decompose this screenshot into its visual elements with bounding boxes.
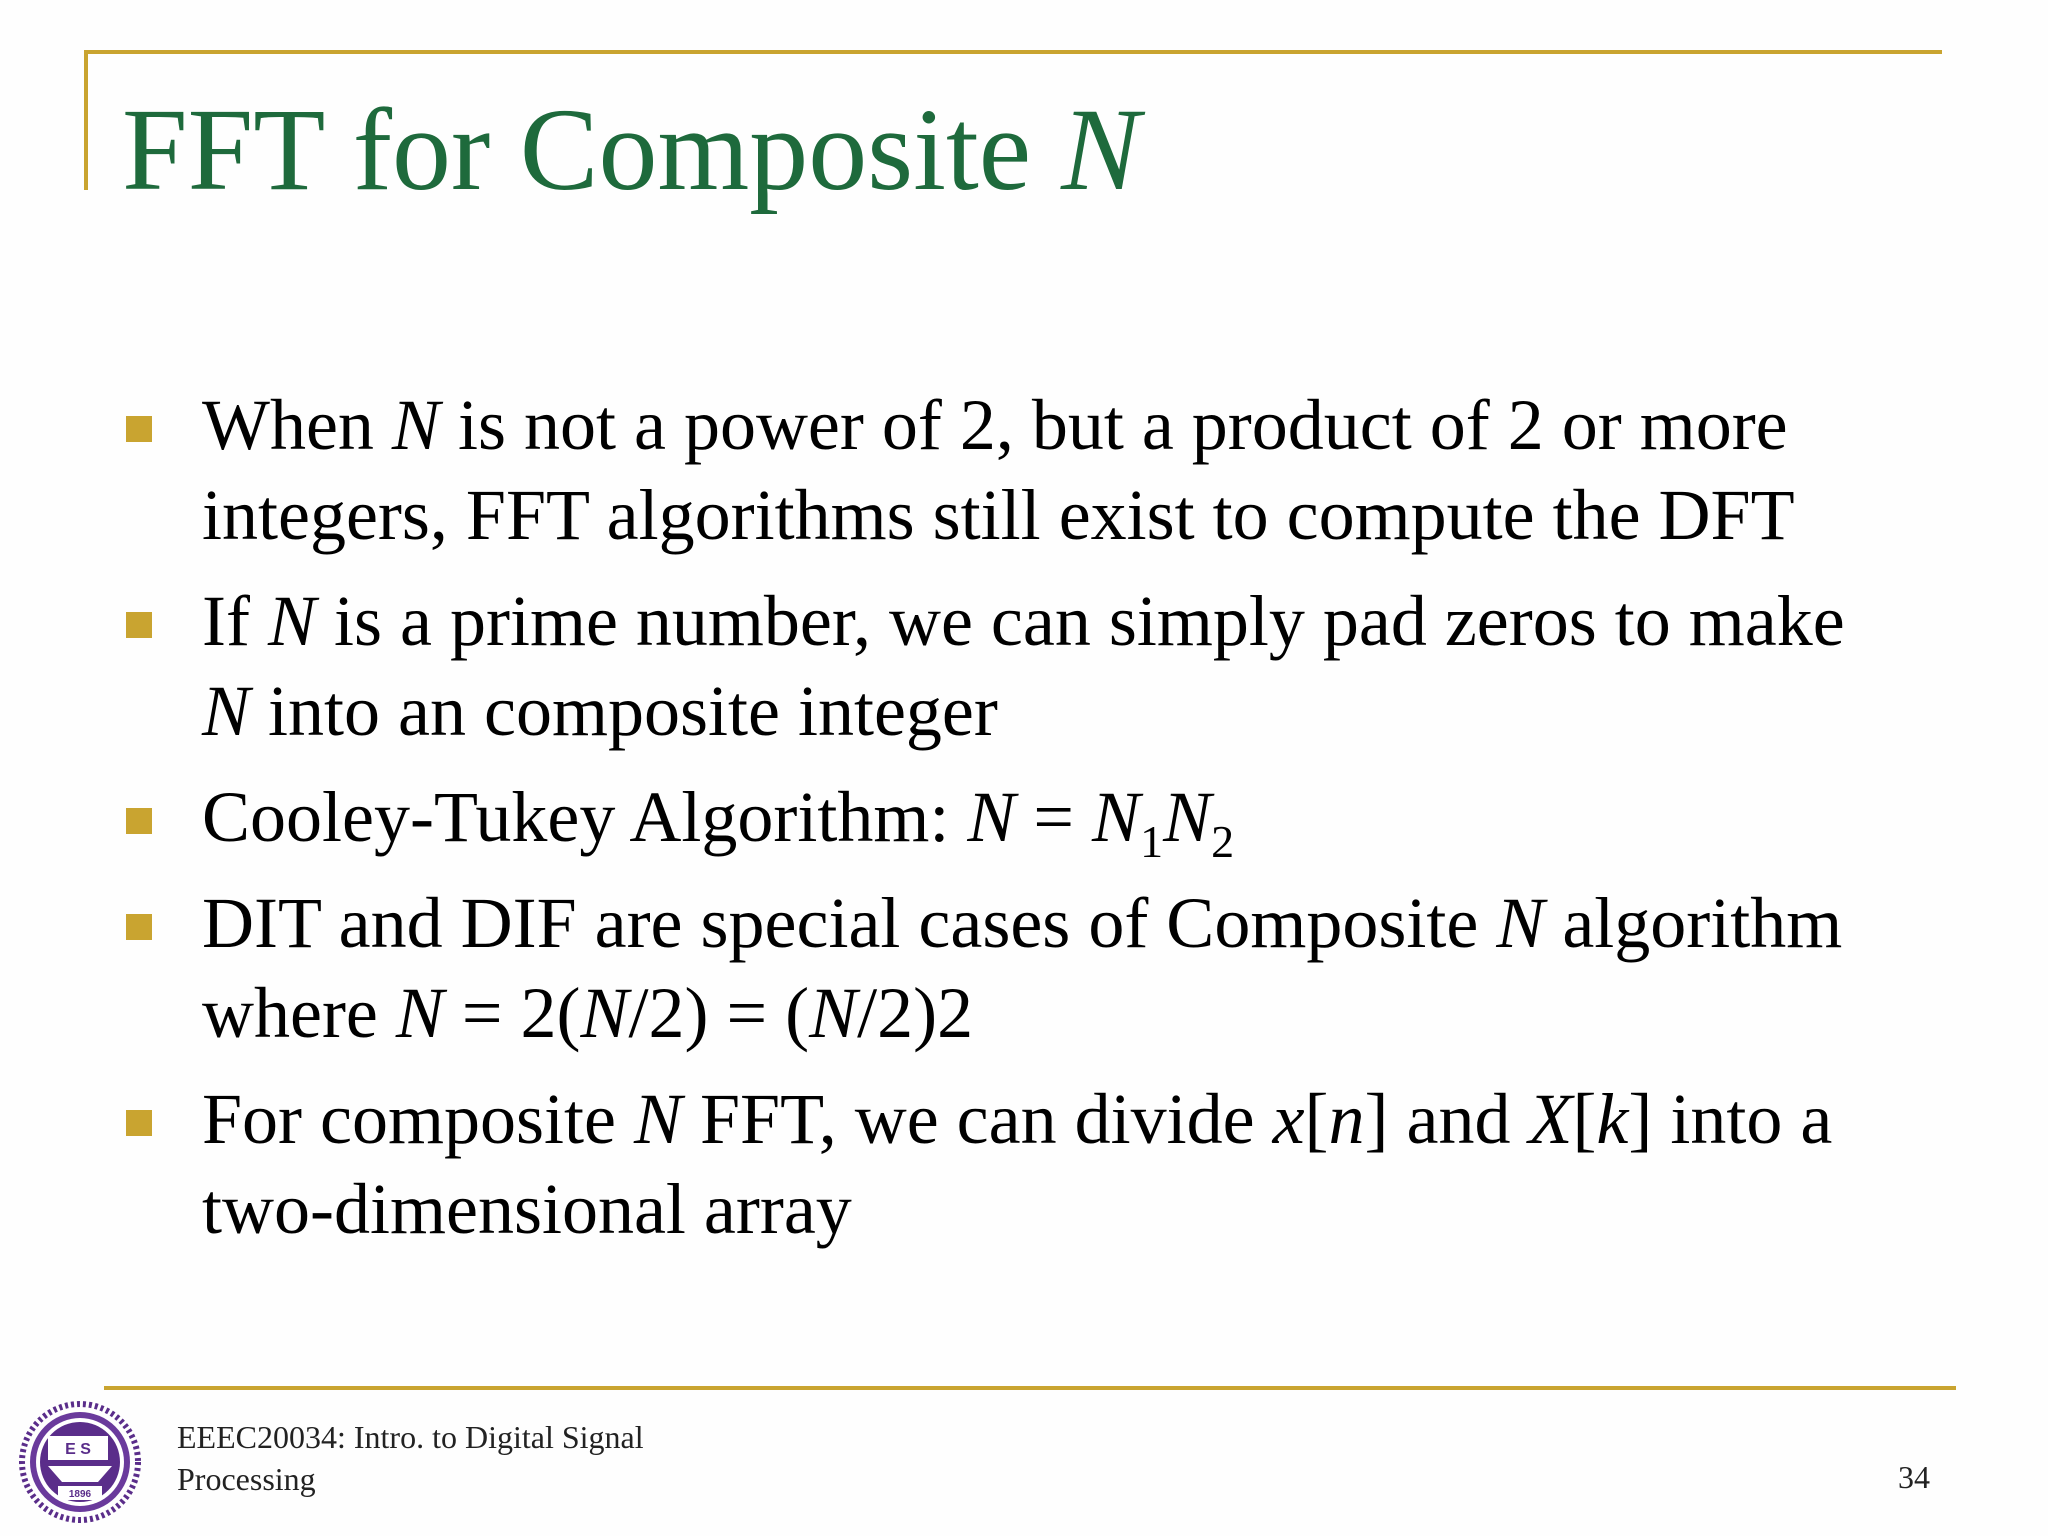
bullet-square-icon	[126, 416, 152, 442]
university-logo	[18, 1400, 142, 1524]
text-run: Cooley-Tukey Algorithm:	[202, 777, 968, 857]
page-number: 34	[1898, 1459, 1930, 1495]
bullet-item	[126, 380, 1926, 560]
bullet-line	[202, 968, 1926, 1058]
bullet-square-icon	[126, 612, 152, 638]
title-left-rule	[84, 50, 88, 190]
bullet-text	[202, 878, 1926, 1058]
text-run: If	[202, 581, 268, 661]
bullet-line	[202, 470, 1926, 560]
footer-course	[177, 1416, 644, 1500]
text-run: into an composite integer	[250, 671, 998, 751]
text-run: ] and	[1364, 1079, 1529, 1159]
math-variable: N	[809, 973, 858, 1053]
bullet-item	[126, 878, 1926, 1058]
footer-rule	[104, 1386, 1956, 1390]
footer-course-line2: Processing	[177, 1461, 316, 1497]
bullet-text	[202, 1074, 1926, 1254]
bullet-line	[202, 1074, 1926, 1164]
bullet-line	[202, 576, 1926, 666]
math-variable: k	[1596, 1079, 1629, 1159]
math-variable: N	[1163, 777, 1212, 857]
bullet-line	[202, 380, 1926, 470]
math-variable: N	[202, 671, 251, 751]
text-run: /2) = (	[628, 973, 810, 1053]
text-run: ] into a	[1628, 1079, 1833, 1159]
bullet-square-icon	[126, 808, 152, 834]
text-run: DIT and DIF are special cases of Composite	[202, 883, 1497, 963]
title-top-rule	[84, 50, 1942, 54]
bullet-text	[202, 576, 1926, 756]
text-run: two-dimensional array	[202, 1169, 852, 1249]
subscript: 2	[1211, 816, 1235, 867]
bullet-text	[202, 380, 1926, 560]
text-run: [	[1304, 1079, 1329, 1159]
subscript: 1	[1140, 816, 1164, 867]
slide-title	[122, 80, 1140, 220]
math-variable: N	[967, 777, 1016, 857]
text-run: is not a power of 2, but a product of 2 or more	[439, 385, 1788, 465]
text-run: where	[202, 973, 396, 1053]
bullet-square-icon	[126, 914, 152, 940]
text-run: When	[202, 385, 392, 465]
math-variable: X	[1528, 1079, 1573, 1159]
bullet-item	[126, 576, 1926, 756]
text-run: /2)2	[857, 973, 974, 1053]
footer-course-line1: EEEC20034: Intro. to Digital Signal	[177, 1419, 644, 1455]
text-run: is a prime number, we can simply pad zeros to make	[315, 581, 1845, 661]
math-variable: N	[267, 581, 316, 661]
math-variable: N	[1496, 883, 1545, 963]
math-variable: n	[1328, 1079, 1365, 1159]
logo-year: 1896	[68, 1489, 92, 1500]
math-variable: N	[633, 1079, 682, 1159]
math-variable: x	[1272, 1079, 1305, 1159]
logo-letters: E S	[65, 1441, 91, 1458]
text-run: FFT, we can divide	[682, 1079, 1273, 1159]
bullet-list	[126, 380, 1926, 1270]
bullet-item	[126, 772, 1926, 867]
math-variable: N	[1092, 777, 1141, 857]
title-variable: N	[1061, 84, 1140, 215]
text-run: For composite	[202, 1079, 634, 1159]
bullet-line	[202, 878, 1926, 968]
text-run: integers, FFT algorithms still exist to compute the DFT	[202, 475, 1795, 555]
text-run: [	[1572, 1079, 1597, 1159]
bullet-line	[202, 772, 1926, 867]
bullet-item	[126, 1074, 1926, 1254]
math-variable: N	[395, 973, 444, 1053]
math-variable: N	[391, 385, 440, 465]
bullet-square-icon	[126, 1110, 152, 1136]
text-run: algorithm	[1544, 883, 1843, 963]
bullet-text	[202, 772, 1926, 867]
bullet-line	[202, 1164, 1926, 1254]
title-text: FFT for Composite	[122, 84, 1032, 215]
bullet-line	[202, 666, 1926, 756]
math-variable: N	[580, 973, 629, 1053]
text-run: =	[1015, 777, 1093, 857]
text-run: = 2(	[443, 973, 581, 1053]
